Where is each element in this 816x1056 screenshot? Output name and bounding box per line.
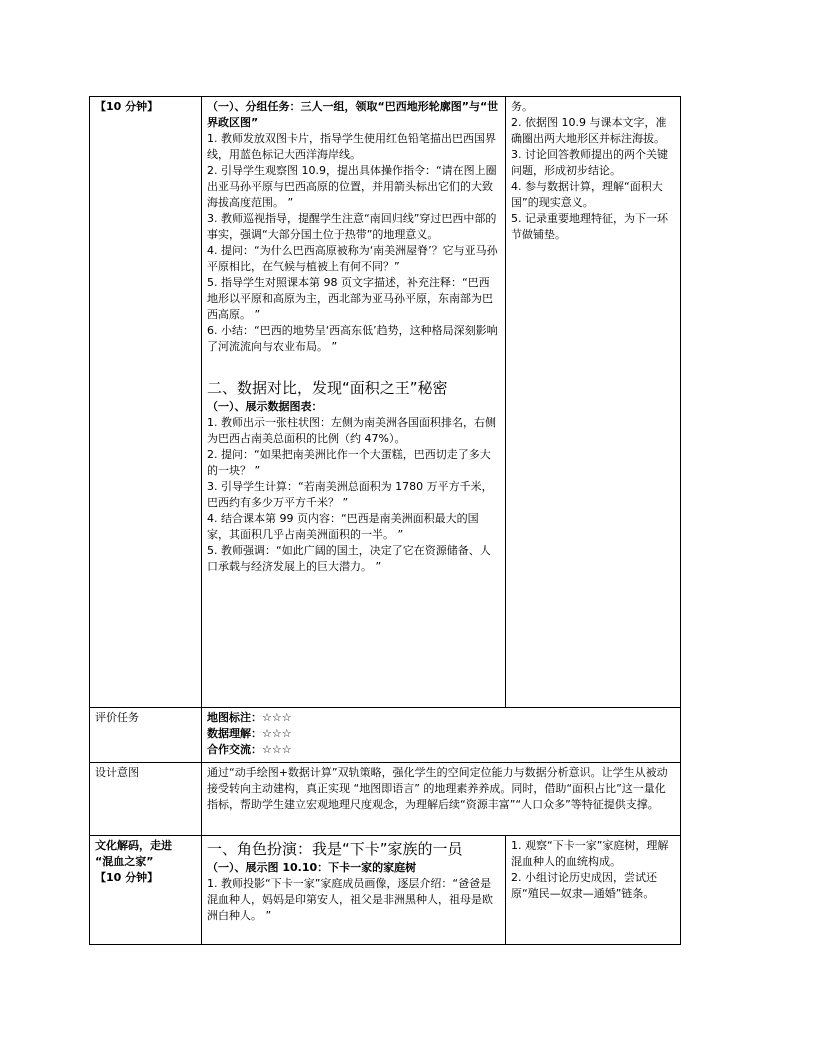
culture-student-line: 1. 观察“下卡一家”家庭树，理解混血种人的血统构成。: [511, 839, 669, 868]
table-row: [90, 763, 681, 836]
roleplay-text: 1. 教师投影“下卡一家”家庭成员画像，逐层介绍：“爸爸是混血种人，妈妈是印第安人，祖父是非洲黑种人，祖母是欧洲白种人。 ”: [207, 877, 493, 922]
roleplay-sub: （一）、展示图 10.10：下卡一家的家庭树: [207, 861, 417, 874]
table-row: [90, 836, 681, 945]
section-heading: 二、数据对比，发现“面积之王”秘密: [207, 379, 448, 397]
star-rating: ☆☆☆: [262, 727, 292, 740]
data-step-1: 1. 教师出示一张柱状图：左侧为南美洲各国面积排名，右侧为巴西占南美总面积的比例（约 47%）。: [207, 416, 496, 445]
culture-stage-time: 【10 分钟】: [95, 871, 159, 884]
stage-cell: [90, 97, 202, 708]
roleplay-heading: 一、角色扮演：我是“下卡”家族的一员: [207, 840, 463, 858]
culture-student-line: 2. 小组讨论历史成因，尝试还原“殖民—奴隶—通婚”链条。: [511, 871, 657, 900]
evaluation-content-cell: [202, 708, 681, 763]
lesson-plan-table: [89, 96, 681, 945]
data-step-3: 3. 引导学生计算：“若南美洲总面积为 1780 万平方千米，巴西约有多少万平方千米？ ”: [207, 480, 493, 509]
table-row: [90, 97, 681, 708]
step-3: 3. 教师巡视指导，提醒学生注意“南回归线”穿过巴西中部的事实，强调“大部分国土位于热带”的地理意义。: [207, 212, 497, 241]
evaluation-item-label: 数据理解：: [207, 727, 262, 740]
evaluation-item: [207, 710, 675, 726]
design-label-cell: [90, 763, 202, 836]
step-2: 2. 引导学生观察图 10.9，提出具体操作指令：“请在图上圈出亚马孙平原与巴西高原的位置，并用箭头标出它们的大致海拔高度范围。 ”: [207, 164, 497, 209]
step-4: 4. 提问：“为什么巴西高原被称为‘南美洲屋脊’？它与亚马孙平原相比，在气候与植被上有何不同？”: [207, 244, 498, 273]
data-step-4: 4. 结合课本第 99 页内容：“巴西是南美洲面积最大的国家，其面积几乎占南美洲面积的一半。 ”: [207, 512, 479, 541]
culture-teacher-cell: [202, 836, 506, 945]
design-label: 设计意图: [95, 766, 139, 779]
evaluation-label: 评价任务: [95, 711, 139, 724]
student-line-1: 2. 依据图 10.9 与课本文字，准确圈出两大地形区并标注海拔。: [511, 116, 667, 145]
evaluation-item-label: 地图标注：: [207, 711, 262, 724]
culture-stage-cell: [90, 836, 202, 945]
culture-stage-line: 文化解码，走进: [95, 839, 172, 852]
culture-stage-line: “混血之家”: [95, 855, 154, 868]
student-line-4: 5. 记录重要地理特征，为下一环节做铺垫。: [511, 212, 668, 241]
step-1: 1. 教师发放双图卡片，指导学生使用红色铅笔描出巴西国界线，用蓝色标记大西洋海岸线。: [207, 132, 496, 161]
design-text: 通过“动手绘图+数据计算”双轨策略，强化学生的空间定位能力与数据分析意识。让学生从被动接受转向主动建构，真正实现 “地图即语言” 的地理素养养成。同时，借助“面积占比”这一量化指标，帮助学生建立宏观地理尺度观念，为理解后续“资源丰富”“人口众多”等特征提供支撑。: [207, 766, 668, 811]
student-line-2: 3. 讨论回答教师提出的两个关键问题，形成初步结论。: [511, 148, 668, 177]
evaluation-item: [207, 726, 675, 742]
evaluation-item-label: 合作交流：: [207, 743, 262, 756]
step-6: 6. 小结：“巴西的地势呈‘西高东低’趋势，这种格局深刻影响了河流流向与农业布局。 ”: [207, 324, 498, 353]
evaluation-item: [207, 742, 675, 758]
table-row: [90, 708, 681, 763]
student-line-0: 务。: [511, 100, 533, 113]
data-step-2: 2. 提问：“如果把南美洲比作一个大蛋糕，巴西切走了多大的一块？ ”: [207, 448, 491, 477]
task-title: （一）、分组任务：三人一组，领取“巴西地形轮廓图”与“世界政区图”: [207, 100, 499, 129]
stage-time: 【10 分钟】: [95, 100, 159, 113]
step-5: 5. 指导学生对照课本第 98 页文字描述，补充注释：“巴西地形以平原和高原为主，西北部为亚马孙平原，东南部为巴西高原。 ”: [207, 276, 493, 321]
section-sub: （一）、展示数据图表：: [207, 400, 323, 413]
student-line-3: 4. 参与数据计算，理解“面积大国”的现实意义。: [511, 180, 663, 209]
design-content-cell: [202, 763, 681, 836]
star-rating: ☆☆☆: [262, 711, 292, 724]
evaluation-label-cell: [90, 708, 202, 763]
data-step-5: 5. 教师强调：“如此广阔的国土，决定了它在资源储备、人口承载与经济发展上的巨大潜力。 ”: [207, 544, 491, 573]
teacher-activity-cell: [202, 97, 506, 708]
star-rating: ☆☆☆: [262, 743, 292, 756]
culture-student-cell: [506, 836, 681, 945]
student-activity-cell: [506, 97, 681, 708]
